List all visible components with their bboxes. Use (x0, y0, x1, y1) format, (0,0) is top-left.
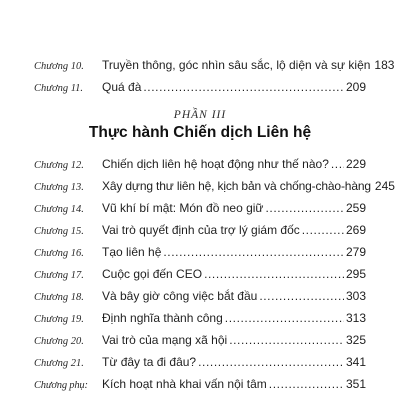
page-number: 279 (345, 245, 366, 259)
page-number: 303 (345, 289, 366, 303)
toc-entry-bonus-chapter[interactable] (34, 377, 366, 397)
toc-entry-chapter-12[interactable] (34, 157, 366, 177)
chapter-title: Định nghĩa thành công (102, 311, 223, 325)
chapter-title: Vũ khí bí mật: Món đồ neo giữ (102, 201, 264, 215)
dot-leader (198, 355, 344, 369)
page-number: 295 (345, 267, 366, 281)
page-number: 209 (345, 80, 366, 94)
toc-entry-chapter-19[interactable] (34, 311, 366, 331)
chapter-label: Chương 15. (34, 226, 84, 237)
chapter-label: Chương 21. (34, 358, 84, 369)
chapter-title: Và bây giờ công việc bắt đầu (102, 289, 258, 303)
dot-leader (163, 245, 344, 259)
dot-leader (225, 311, 344, 325)
toc-entry-chapter-11[interactable] (34, 80, 366, 100)
toc-entry-chapter-21[interactable] (34, 355, 366, 375)
page-number: 183 (374, 58, 395, 72)
dot-leader (204, 267, 344, 281)
chapter-title: Xây dựng thư liên hệ, kịch bản và chống-chào-hàng (102, 179, 371, 193)
part-title: Thực hành Chiến dịch Liên hệ (88, 124, 312, 141)
dot-leader (269, 377, 344, 391)
chapter-label: Chương 16. (34, 248, 84, 259)
chapter-label: Chương 13. (34, 182, 84, 193)
chapter-title: Vai trò quyết định của trợ lý giám đốc (102, 223, 300, 237)
dot-leader (302, 223, 344, 237)
toc-entry-chapter-14[interactable] (34, 201, 366, 221)
page-number: 269 (345, 223, 366, 237)
part-label: PHẦN III (173, 109, 227, 121)
page-number: 325 (345, 333, 366, 347)
chapter-title: Truyền thông, góc nhìn sâu sắc, lộ diện và sự kiện (102, 58, 371, 72)
chapter-title: Chiến dịch liên hệ hoạt động như thế nào? (102, 157, 329, 171)
toc-entry-chapter-20[interactable] (34, 333, 366, 353)
chapter-title: Tạo liên hệ (102, 245, 162, 259)
toc-entry-chapter-18[interactable] (34, 289, 366, 309)
dot-leader (259, 289, 344, 303)
chapter-title: Vai trò của mạng xã hội (102, 333, 228, 347)
dot-leader (265, 201, 344, 215)
toc-entry-chapter-10[interactable] (34, 58, 395, 78)
chapter-label: Chương 12. (34, 160, 84, 171)
chapter-label: Chương 20. (34, 336, 84, 347)
page-number: 259 (345, 201, 366, 215)
chapter-label: Chương phụ: (34, 380, 88, 391)
toc-entry-chapter-13[interactable] (34, 179, 395, 199)
chapter-title: Quá đà (102, 80, 142, 94)
toc-entry-chapter-17[interactable] (34, 267, 366, 287)
page-number: 313 (345, 311, 366, 325)
page-number: 341 (345, 355, 366, 369)
chapter-label: Chương 11. (34, 83, 84, 94)
chapter-label: Chương 10. (34, 61, 84, 72)
chapter-label: Chương 14. (34, 204, 84, 215)
chapter-label: Chương 17. (34, 270, 84, 281)
dot-leader (229, 333, 344, 347)
dot-leader (331, 157, 344, 171)
dot-leader (143, 80, 344, 94)
toc-entry-chapter-16[interactable] (34, 245, 366, 265)
page-number: 229 (345, 157, 366, 171)
chapter-title: Kích hoạt nhà khai vấn nội tâm (102, 377, 267, 391)
page-number: 245 (374, 179, 395, 193)
chapter-title: Cuộc gọi đến CEO (102, 267, 203, 281)
page-number: 351 (345, 377, 366, 391)
chapter-label: Chương 18. (34, 292, 84, 303)
chapter-title: Từ đây ta đi đâu? (102, 355, 197, 369)
toc-entry-chapter-15[interactable] (34, 223, 366, 243)
chapter-label: Chương 19. (34, 314, 84, 325)
